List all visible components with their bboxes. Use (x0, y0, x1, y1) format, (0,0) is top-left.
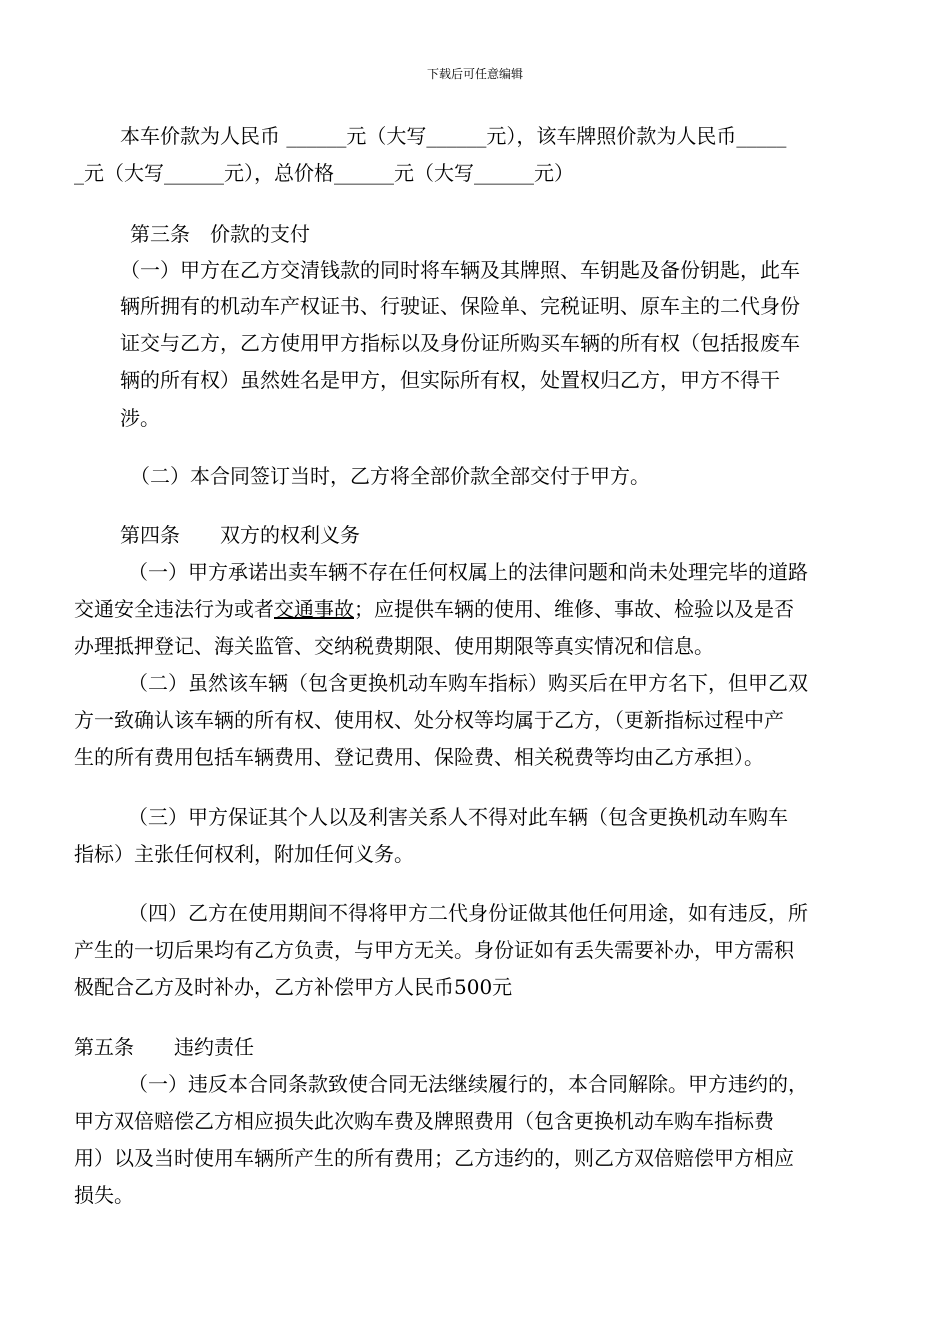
text-line: 涉。 (120, 406, 160, 430)
traffic-accident-link[interactable]: 交通事故 (274, 597, 354, 621)
text-line: _元（大写______元），总价格______元（大写______元） (74, 161, 574, 185)
text-line: （二）本合同签订当时，乙方将全部价款全部交付于甲方。 (130, 464, 650, 488)
text-line: 指标）主张任何权利，附加任何义务。 (74, 842, 414, 866)
text-line: 辆的所有权）虽然姓名是甲方，但实际所有权，处置权归乙方，甲方不得干 (120, 368, 780, 392)
text-line: （二）虽然该车辆（包含更换机动车购车指标）购买后在甲方名下，但甲乙双 (128, 671, 808, 695)
text-line: 证交与乙方，乙方使用甲方指标以及身份证所购买车辆的所有权（包括报废车 (120, 331, 800, 355)
text-line: 甲方双倍赔偿乙方相应损失此次购车费及牌照费用（包含更换机动车购车指标费 (74, 1109, 774, 1133)
section-heading: 第三条 价款的支付 (130, 222, 310, 246)
section-heading: 第五条 违约责任 (74, 1035, 254, 1059)
text-line: （四）乙方在使用期间不得将甲方二代身份证做其他任何用途，如有违反，所 (128, 901, 808, 925)
section-heading: 第四条 双方的权利义务 (120, 523, 360, 547)
text-line-with-link (74, 595, 794, 623)
text-line: （一）甲方承诺出卖车辆不存在任何权属上的法律问题和尚未处理完毕的道路 (128, 560, 808, 584)
text-line: （三）甲方保证其个人以及利害关系人不得对此车辆（包含更换机动车购车 (128, 805, 788, 829)
page-header: 下载后可任意编辑 (426, 67, 523, 81)
text-line: 方一致确认该车辆的所有权、使用权、处分权等均属于乙方，（更新指标过程中产 (74, 708, 784, 732)
text-line: 产生的一切后果均有乙方负责，与甲方无关。身份证如有丢失需要补办，甲方需积 (74, 938, 794, 962)
text-segment: ；应提供车辆的使用、维修、事故、检验以及是否 (354, 597, 794, 621)
text-line: 极配合乙方及时补办，乙方补偿甲方人民币500元 (74, 975, 513, 999)
text-line: 辆所拥有的机动车产权证书、行驶证、保险单、完税证明、原车主的二代身份 (120, 294, 800, 318)
text-line: （一）甲方在乙方交清钱款的同时将车辆及其牌照、车钥匙及备份钥匙，此车 (120, 258, 800, 282)
text-line: 本车价款为人民币 ______元（大写______元），该车牌照价款为人民币_____ (120, 124, 787, 148)
text-segment: 交通安全违法行为或者 (74, 597, 274, 621)
text-line: 用）以及当时使用车辆所产生的所有费用；乙方违约的，则乙方双倍赔偿甲方相应 (74, 1146, 794, 1170)
text-line: （一）违反本合同条款致使合同无法继续履行的，本合同解除。甲方违约的， (128, 1072, 808, 1096)
text-line: 损失。 (74, 1183, 134, 1207)
text-line: 办理抵押登记、海关监管、交纳税费期限、使用期限等真实情况和信息。 (74, 634, 714, 658)
text-line: 生的所有费用包括车辆费用、登记费用、保险费、相关税费等均由乙方承担）。 (74, 745, 764, 769)
